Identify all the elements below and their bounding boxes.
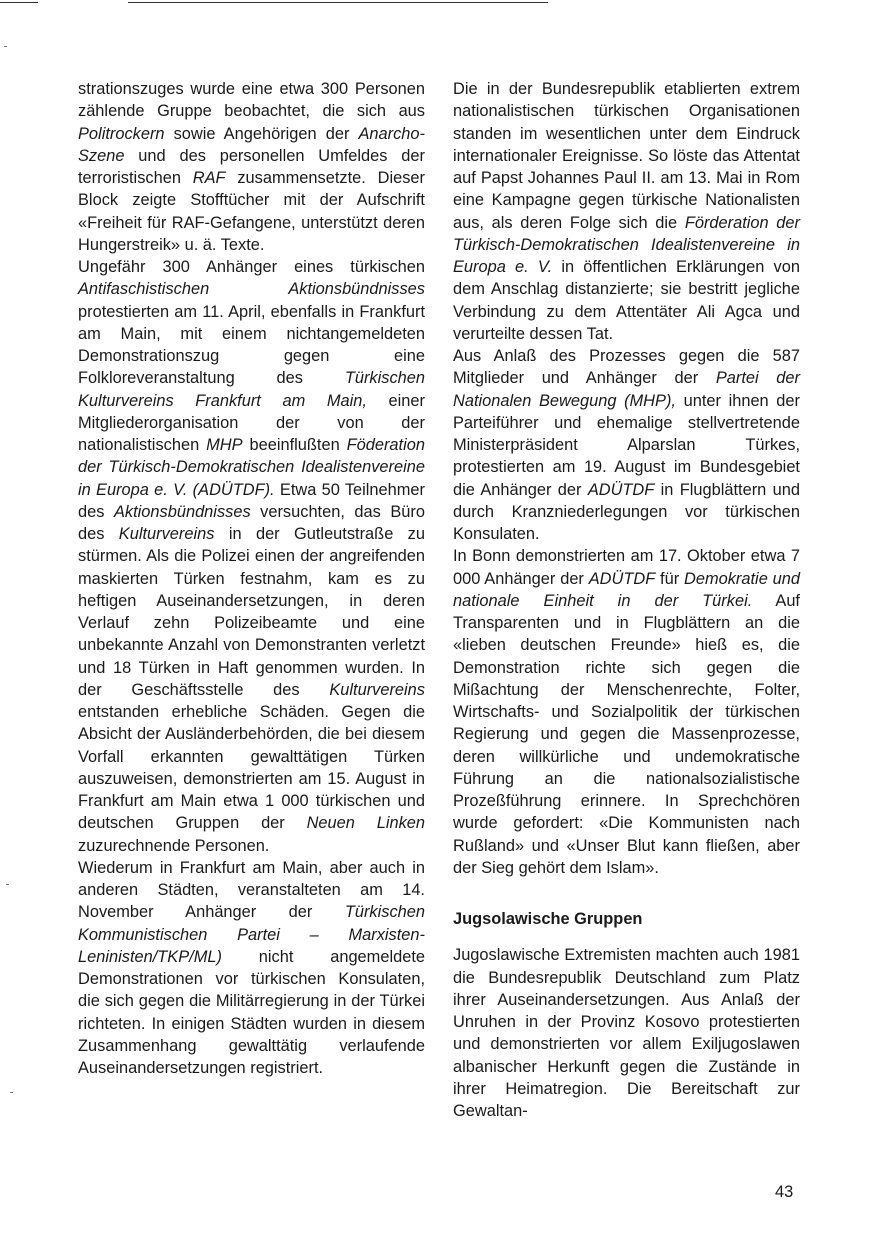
text-run: zuzurechnende Personen. [78, 836, 270, 855]
text-run: Aus Anlaß des Prozesses gegen die 587 Mitglieder und Anhänger der [453, 347, 800, 388]
text-run: sowie Angehörigen der [164, 124, 359, 143]
emphasis: ADÜTDF [588, 569, 656, 588]
paragraph [453, 78, 800, 345]
paragraph [78, 256, 425, 857]
section-heading: Jugsolawische Gruppen [453, 910, 643, 928]
left-column [78, 78, 425, 1079]
emphasis: Politrockern [78, 124, 165, 143]
paragraph [78, 78, 425, 256]
text-run: einer Mitgliederorganisation der von der nationalistischen [78, 391, 425, 454]
emphasis: Kulturvereins [329, 680, 425, 699]
emphasis: Demokratie und nationale Einheit in der Türkei. [453, 569, 800, 610]
text-run: in Flugblättern und durch Kranzniederlegungen vor türkischen Konsulaten. [453, 480, 801, 543]
text-run: für [655, 569, 685, 588]
text-run: zusammensetzte. Dieser Block zeigte Stofftücher mit der Aufschrift «Freiheit für RAF-Gefangene, unterstützt deren Hungerstreik» u. ä. Texte. [78, 169, 425, 254]
text-run: Wiederum in Frankfurt am Main, aber auch in anderen Städten, veranstalteten am 14. November Anhänger der [78, 858, 425, 922]
top-rule-left [0, 2, 38, 3]
paragraph [453, 944, 800, 1122]
emphasis: RAF [192, 169, 226, 187]
emphasis: ADÜTDF [587, 480, 655, 499]
emphasis: Anarcho-Szene [78, 124, 425, 165]
emphasis: Förderation der Türkisch-Demokratischen Idealistenvereine in Europa e. V. [453, 213, 800, 276]
text-run: In Bonn demonstrierten am 17. Oktober etwa 7 000 Anhänger der [453, 547, 800, 588]
paragraph [453, 345, 800, 545]
paragraph [453, 545, 800, 879]
emphasis: MHP [206, 436, 243, 454]
text-run: beeinflußten [242, 436, 347, 454]
emphasis: Türkischen Kulturvereins Frankfurt am Main, [78, 369, 425, 410]
scan-speck [4, 46, 7, 47]
text-run: und des personellen Umfeldes der terroristischen [78, 146, 425, 187]
emphasis: Kulturvereins [118, 525, 215, 543]
text-run: nicht angemeldete Demonstrationen vor türkischen Konsulaten, die sich gegen die Militärregierung in der Türkei richteten. In einigen Städten wurden in diesem Zusammenhang gewalttätig verlaufende Auseinandersetzungen registriert. [78, 947, 425, 1077]
text-run: entstanden erhebliche Schäden. Gegen die Absicht der Ausländerbehörden, die bei diesem Vorfall erkannten gewalttätigen Türken auszuweisen, demonstrierten am 15. August in Frankfurt am Main etwa 1 000 türkischen und deutschen Gruppen der [78, 703, 425, 833]
emphasis: Aktionsbündnisses [113, 502, 251, 521]
text-run: Jugoslawische Extremisten machten auch 1981 die Bundesrepublik Deutschland zum Platz ihrer Auseinandersetzungen. Aus Anlaß der Unruhen in der Provinz Kosovo protestierten und demonstrierten vor allem Exiljugoslawen albanischer Herkunft gegen die Zustände in ihrer Heimatregion. Die Bereitschaft zur Gewaltan- [453, 946, 800, 1120]
text-run: Ungefähr 300 Anhänger eines türkischen [78, 258, 425, 276]
text-run: strationszuges wurde eine etwa 300 Personen zählende Gruppe beobachtet, die sich aus [78, 80, 425, 121]
text-run: Etwa 50 Teilnehmer des [78, 480, 426, 521]
text-run: versuchten, das Büro des [78, 502, 425, 543]
paragraph [78, 857, 425, 1080]
right-column [453, 78, 800, 1122]
emphasis: Föderation der Türkisch-Demokratischen Idealistenvereine in Europa e. V. (ADÜTDF). [78, 436, 425, 499]
scan-speck [10, 1092, 13, 1093]
page-number: 43 [775, 1183, 794, 1201]
scan-speck [6, 884, 9, 885]
emphasis: Antifaschistischen Aktionsbündnisses [78, 280, 425, 299]
text-run: Die in der Bundesrepublik etablierten extrem nationalistischen türkischen Organisationen standen im wesentlichen unter dem Eindruck internationaler Ereignisse. So löste das Attentat auf Papst Johannes Paul II. am 13. Mai in Rom eine Kampagne gegen türkische Nationalisten aus, als deren Folge sich die [453, 80, 800, 232]
text-run: in öffentlichen Erklärungen von dem Anschlag distanzierte; sie bestritt jegliche Verbindung zu dem Attentäter Ali Agca und verurteilte dessen Tat. [453, 258, 800, 343]
top-rule [128, 2, 548, 3]
text-run: in der Gutleutstraße zu stürmen. Als die Polizei einen der angreifenden maskierten Türken festnahm, kam es zu heftigen Auseinandersetzungen, in deren Verlauf zehn Polizeibeamte und eine unbekannte Anzahl von Demonstranten verletzt und 18 Türken in Haft genommen wurden. In der Geschäftsstelle des [78, 525, 425, 699]
text-run: protestierten am 11. April, ebenfalls in Frankfurt am Main, mit einem nichtangemeldeten Demonstrationszug gegen eine Folkloreveranstaltung des [78, 302, 425, 388]
text-run: Auf Transparenten und in Flugblättern an die «lieben deutschen Freunde» hieß es, die Demonstration richte sich gegen die Mißachtung der Menschenrechte, Folter, Wirtschafts- und Sozialpolitik der türkischen Regierung und gegen die Massenprozesse, deren willkürliche und undemokratische Führung an die nationalsozialistische Prozeßführung erinnere. In Sprechchören wurde gefordert: «Die Kommunisten nach Rußland» und «Unser Blut kann fließen, aber der Sieg gehört dem Islam». [453, 591, 800, 877]
emphasis: Neuen Linken [306, 814, 425, 833]
text-run: unter ihnen der Parteiführer und ehemalige stellvertretende Ministerpräsident Alparslan Türkes, protestierten am 19. August im Bundesgebiet die Anhänger der [453, 391, 800, 499]
emphasis: Partei der Nationalen Bewegung (MHP), [453, 369, 800, 410]
emphasis: Türkischen Kommunistischen Partei – Marxisten-Leninisten/TKP/ML) [78, 903, 425, 966]
